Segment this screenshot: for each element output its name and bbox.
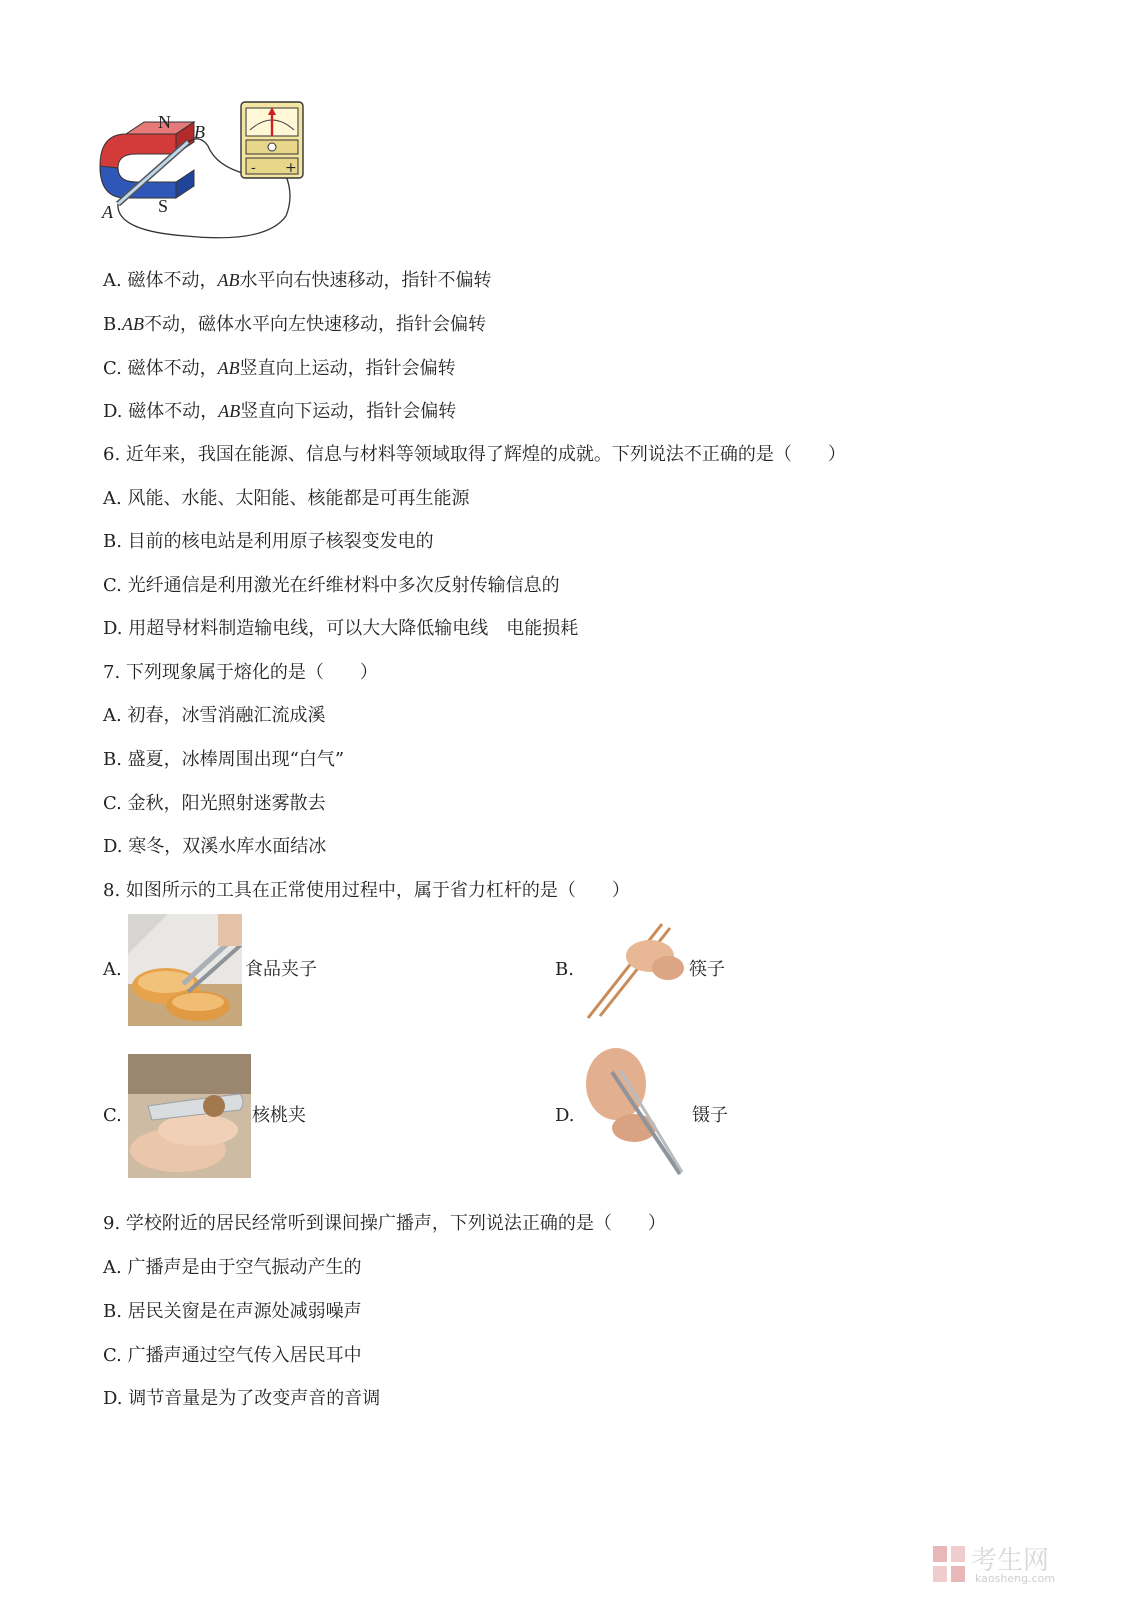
watermark-url: kaosheng.com <box>975 1572 1056 1585</box>
induction-diagram <box>96 96 316 246</box>
q8-option-c-letter: C. <box>103 1105 122 1126</box>
q7-option-b: B. 盛夏，冰棒周围出现“白气” <box>103 749 345 770</box>
q8-option-b-letter: B. <box>555 959 574 980</box>
q8-option-a-label: 食品夹子 <box>245 959 317 980</box>
q6-stem: 6. 近年来，我国在能源、信息与材料等领域取得了辉煌的成就。下列说法不正确的是（ ） <box>103 444 846 465</box>
point-b-label: B <box>194 122 205 142</box>
meter-plus-label: + <box>285 160 297 176</box>
q6-option-c: C. 光纤通信是利用激光在纤维材料中多次反射传输信息的 <box>103 575 560 596</box>
q5-option-b: B.AB不动，磁体水平向左快速移动，指针会偏转 <box>103 314 486 335</box>
point-a-label: A <box>102 202 113 222</box>
walnut-cracker-image <box>128 1054 251 1178</box>
watermark-brand: 考生网 <box>971 1546 1050 1576</box>
meter-minus-label: - <box>251 160 256 176</box>
q6-option-d: D. 用超导材料制造输电线，可以大大降低输电线 电能损耗 <box>103 618 579 639</box>
q8-option-d-letter: D. <box>555 1105 575 1126</box>
q7-stem: 7. 下列现象属于熔化的是（ ） <box>103 662 378 683</box>
q9-option-b: B. 居民关窗是在声源处减弱噪声 <box>103 1301 362 1322</box>
q9-option-d: D. 调节音量是为了改变声音的音调 <box>103 1388 381 1409</box>
q6-option-a: A. 风能、水能、太阳能、核能都是可再生能源 <box>103 488 470 509</box>
q5-option-c: C. 磁体不动，AB竖直向上运动，指针会偏转 <box>103 358 456 379</box>
q9-option-a: A. 广播声是由于空气振动产生的 <box>103 1257 362 1278</box>
induction-figure <box>96 96 316 246</box>
q5-option-d: D. 磁体不动，AB竖直向下运动，指针会偏转 <box>103 401 457 422</box>
q8-stem: 8. 如图所示的工具在正常使用过程中，属于省力杠杆的是（ ） <box>103 880 630 901</box>
q9-stem: 9. 学校附近的居民经常听到课间操广播声，下列说法正确的是（ ） <box>103 1213 666 1234</box>
q7-option-c: C. 金秋，阳光照射迷雾散去 <box>103 793 326 814</box>
pole-n-label: N <box>158 112 171 132</box>
q7-option-d: D. 寒冬，双溪水库水面结冰 <box>103 836 327 857</box>
q8-option-a-letter: A. <box>103 959 122 980</box>
q8-option-c-label: 核桃夹 <box>252 1105 306 1126</box>
watermark-logo-icon <box>931 1544 967 1584</box>
q9-option-c: C. 广播声通过空气传入居民耳中 <box>103 1345 362 1366</box>
food-tongs-image <box>128 914 242 1026</box>
q7-option-a: A. 初春，冰雪消融汇流成溪 <box>103 705 326 726</box>
chopsticks-image <box>582 920 688 1022</box>
pole-s-label: S <box>158 196 169 216</box>
q5-option-a: A. 磁体不动，AB水平向右快速移动，指针不偏转 <box>103 270 492 291</box>
tweezers-image <box>582 1042 686 1182</box>
q6-option-b: B. 目前的核电站是利用原子核裂变发电的 <box>103 531 434 552</box>
q8-option-d-label: 镊子 <box>692 1105 728 1126</box>
q8-option-b-label: 筷子 <box>689 959 725 980</box>
kaosheng-watermark <box>931 1540 1091 1588</box>
